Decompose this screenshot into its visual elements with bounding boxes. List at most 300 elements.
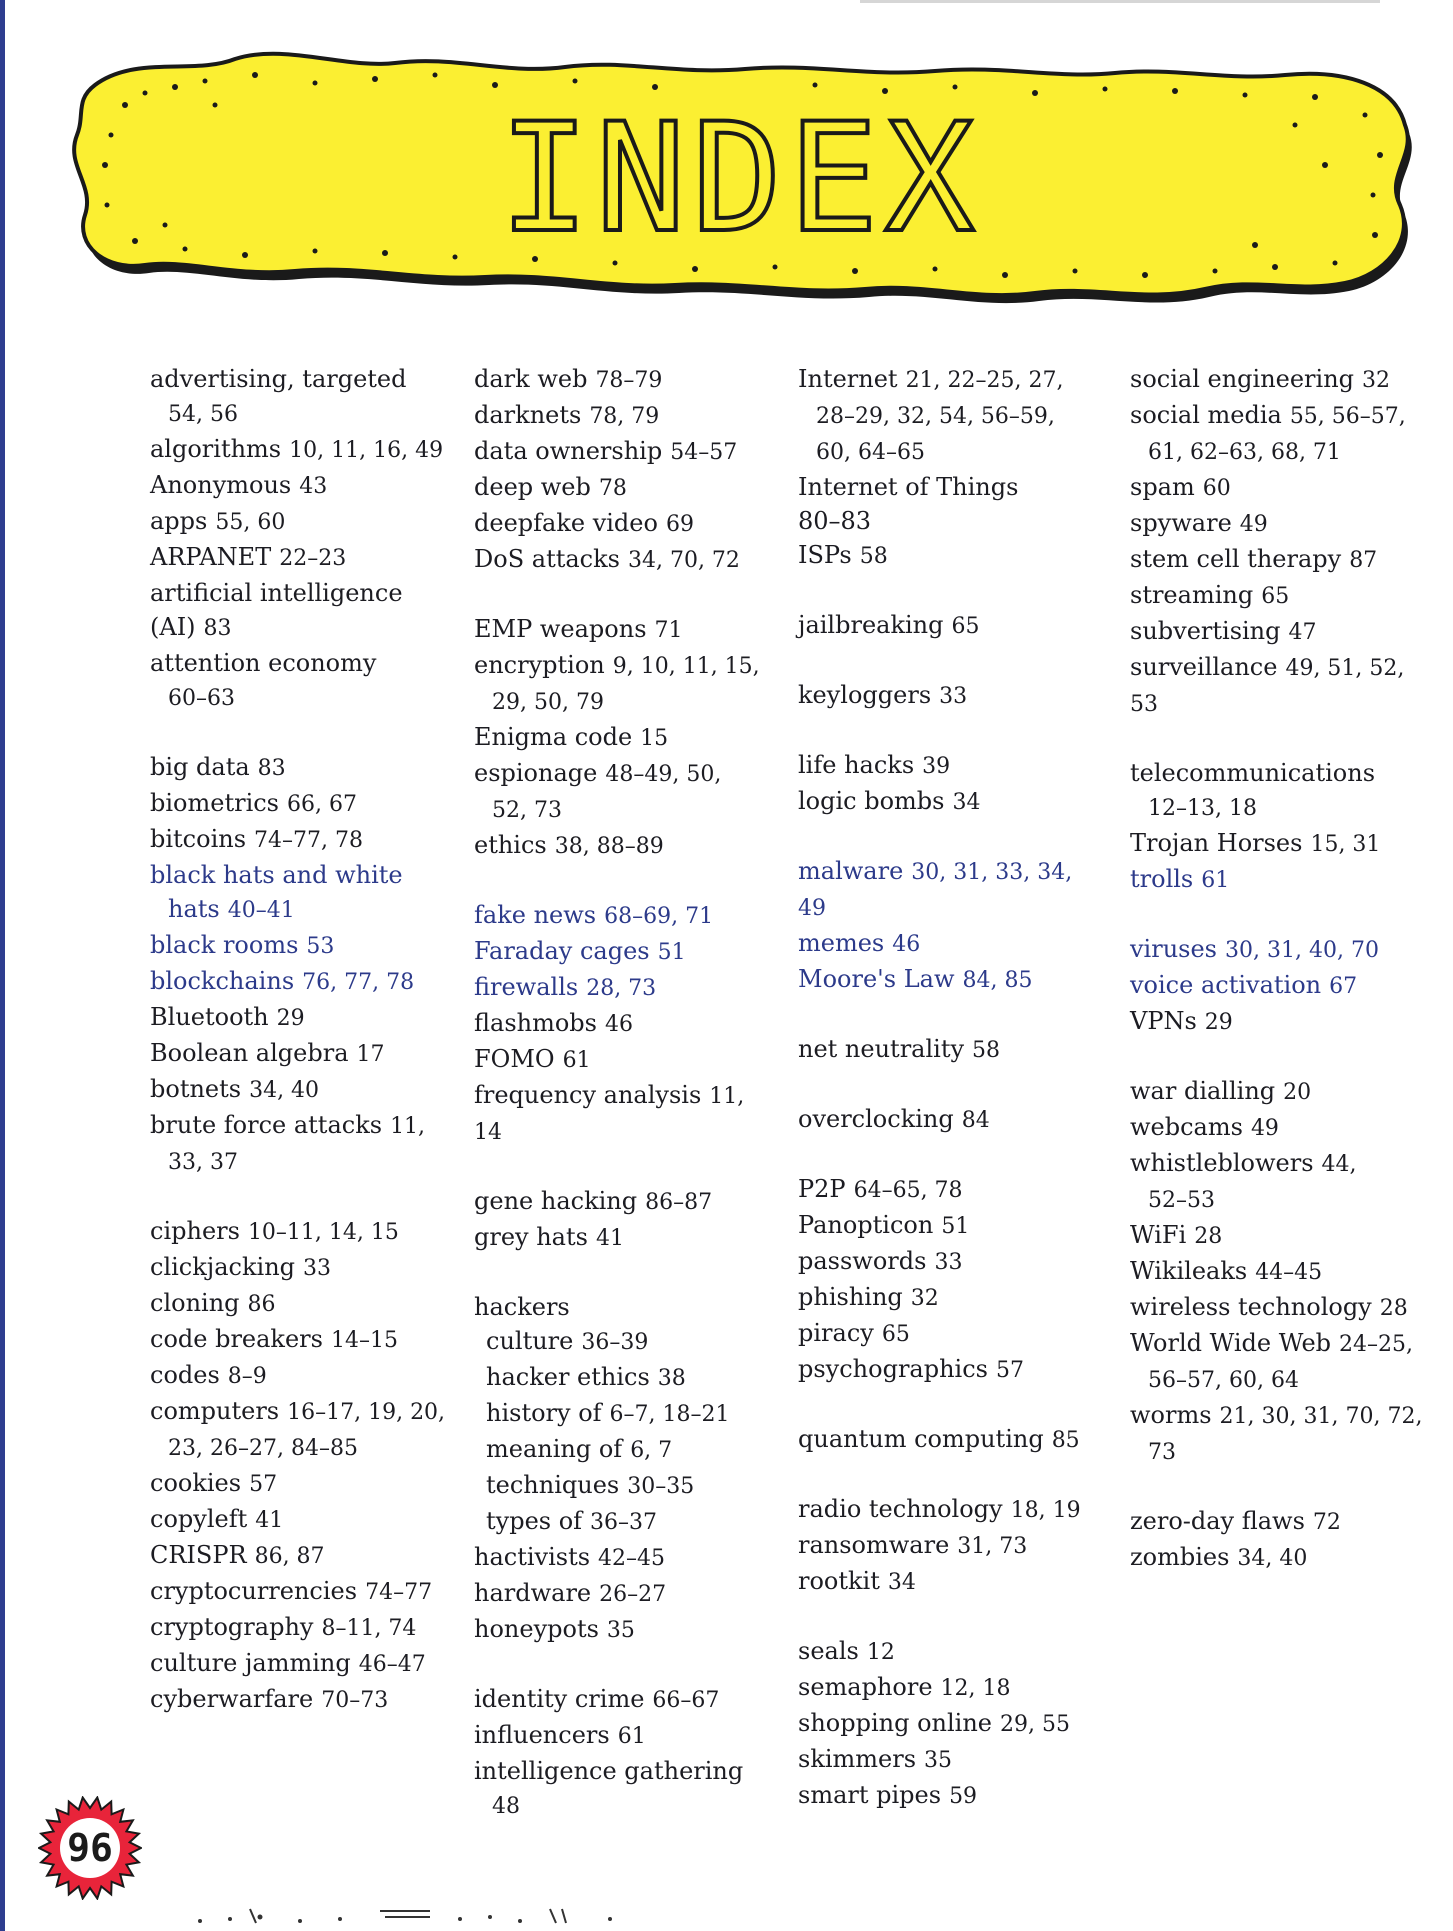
index-page-numbers: 21, 30, 31, 70, 72, [1219, 1404, 1423, 1429]
index-entry [150, 786, 450, 822]
index-entry [474, 362, 774, 398]
index-entry-continuation [150, 892, 450, 928]
index-page-numbers: 76, 77, 78 [302, 970, 415, 995]
index-page-numbers: 78 [598, 476, 627, 501]
index-page-numbers: 34 [887, 1570, 916, 1595]
index-page-numbers: 86–87 [645, 1190, 713, 1215]
index-term: cloning [150, 1289, 240, 1317]
index-term: CRISPR [150, 1541, 247, 1569]
index-term: surveillance [1130, 653, 1278, 681]
index-entry-continuation [150, 680, 450, 716]
index-entry [474, 1220, 774, 1256]
index-term: passwords [798, 1247, 927, 1275]
index-entry [474, 542, 774, 578]
index-term: meaning of [486, 1435, 623, 1463]
index-page-numbers: 61 [617, 1724, 646, 1749]
index-entry [474, 1718, 774, 1754]
index-entry [150, 1646, 450, 1682]
index-entry-continuation [150, 396, 450, 432]
index-term: memes [798, 929, 885, 957]
index-term: DoS attacks [474, 545, 620, 573]
index-page-numbers: 86, 87 [254, 1544, 325, 1569]
index-page-numbers: 16–17, 19, 20, [287, 1400, 446, 1425]
index-term: culture jamming [150, 1649, 351, 1677]
index-term: worms [1130, 1401, 1212, 1429]
index-page-numbers: 51 [657, 940, 686, 965]
index-page-numbers: 74–77 [365, 1580, 433, 1605]
index-page-numbers: 46 [604, 1012, 633, 1037]
index-term: World Wide Web [1130, 1329, 1332, 1357]
index-page-numbers: 33, 37 [168, 1150, 238, 1175]
index-term: zombies [1130, 1543, 1230, 1571]
index-term: viruses [1130, 935, 1217, 963]
index-page-numbers: 47 [1288, 620, 1317, 645]
index-term: Internet of Things [798, 473, 1019, 501]
index-page-numbers: 34, 40 [249, 1078, 320, 1103]
index-entry [150, 822, 450, 858]
index-entry [150, 1466, 450, 1502]
index-term: stem cell therapy [1130, 545, 1342, 573]
index-entry [474, 1432, 774, 1468]
index-term: hacker ethics [486, 1363, 650, 1391]
index-page-numbers: 32 [910, 1286, 939, 1311]
index-entry [798, 1670, 1098, 1706]
index-page-numbers: 28, 73 [586, 976, 657, 1001]
index-term: big data [150, 753, 250, 781]
index-entry [474, 1360, 774, 1396]
index-entry [798, 1564, 1098, 1600]
index-entry [150, 1250, 450, 1286]
index-entry [474, 970, 774, 1006]
index-page-numbers: 31, 73 [957, 1534, 1028, 1559]
index-entry [798, 784, 1098, 820]
index-term: intelligence gathering [474, 1757, 744, 1785]
index-page-numbers: 83 [257, 756, 286, 781]
index-page-numbers: 87 [1349, 548, 1378, 573]
title-banner [55, 45, 1425, 315]
index-entry [474, 898, 774, 934]
index-entry [474, 648, 774, 684]
index-page-numbers: 78, 79 [589, 404, 660, 429]
index-entry [150, 858, 450, 892]
index-entry [150, 576, 450, 610]
index-page-numbers: 12–13, 18 [1148, 796, 1257, 821]
index-entry [1130, 1004, 1430, 1040]
index-entry [798, 1172, 1098, 1208]
index-term: (AI) [150, 613, 196, 641]
index-entry [150, 1394, 450, 1430]
index-page-numbers: 6–7, 18–21 [609, 1402, 730, 1427]
index-page-numbers: 12, 18 [940, 1676, 1011, 1701]
index-page-numbers: 9, 10, 11, 15, [612, 654, 760, 679]
index-entry [474, 470, 774, 506]
index-term: jailbreaking [798, 611, 944, 639]
index-term: smart pipes [798, 1781, 942, 1809]
index-page-numbers: 35 [924, 1748, 953, 1773]
index-page-numbers: 15 [640, 726, 669, 751]
index-page-numbers: 33 [934, 1250, 963, 1275]
index-term: Boolean algebra [150, 1039, 349, 1067]
index-entry [798, 1528, 1098, 1564]
index-entry [150, 964, 450, 1000]
index-page-numbers: 49, 51, 52, 53 [1130, 656, 1405, 717]
index-page-numbers: 20 [1283, 1080, 1312, 1105]
index-page-numbers: 43 [299, 474, 328, 499]
index-page-numbers: 86 [247, 1292, 276, 1317]
index-term: types of [486, 1507, 583, 1535]
index-page-numbers: 29, 55 [1000, 1712, 1070, 1737]
index-entry [798, 1032, 1098, 1068]
index-term: hats [168, 895, 220, 923]
index-page-numbers: 22–23 [279, 546, 347, 571]
index-entry [798, 470, 1098, 504]
index-entry [150, 504, 450, 540]
index-entry [1130, 470, 1430, 506]
index-entry [474, 1006, 774, 1042]
index-entry [474, 828, 774, 864]
index-page-numbers: 55, 60 [215, 510, 286, 535]
index-term: advertising, targeted [150, 365, 407, 393]
index-entry [150, 1502, 450, 1538]
index-page-numbers: 29 [276, 1006, 305, 1031]
index-page-numbers: 44–45 [1255, 1260, 1323, 1285]
page-edge-bar [0, 0, 5, 1931]
index-term: fake news [474, 901, 597, 929]
index-term: clickjacking [150, 1253, 296, 1281]
index-entry-continuation [1130, 1434, 1430, 1470]
index-page-numbers: 32 [1362, 368, 1391, 393]
index-page-numbers: 61 [562, 1048, 591, 1073]
index-term: EMP weapons [474, 615, 647, 643]
index-term: computers [150, 1397, 280, 1425]
index-entry [1130, 826, 1430, 862]
index-entry-continuation [1130, 1362, 1430, 1398]
index-entry [150, 1358, 450, 1394]
index-entry [474, 1754, 774, 1788]
index-page-numbers: 65 [951, 614, 980, 639]
index-term: rootkit [798, 1567, 880, 1595]
index-page-numbers: 83 [203, 616, 232, 641]
index-page-numbers: 74–77, 78 [254, 828, 363, 853]
index-page-numbers: 12 [866, 1640, 895, 1665]
index-entry-continuation [1130, 434, 1430, 470]
index-entry [1130, 862, 1430, 898]
index-term: ethics [474, 831, 547, 859]
index-term: overclocking [798, 1105, 954, 1133]
index-page-numbers: 52, 73 [492, 798, 562, 823]
index-term: code breakers [150, 1325, 323, 1353]
index-page-numbers: 61 [1201, 868, 1230, 893]
index-page-numbers: 68–69, 71 [604, 904, 714, 929]
index-term: life hacks [798, 751, 915, 779]
index-entry [798, 538, 1098, 574]
index-column-4 [1130, 362, 1430, 1576]
index-entry [474, 1396, 774, 1432]
index-entry [150, 1322, 450, 1358]
index-page-numbers: 23, 26–27, 84–85 [168, 1436, 358, 1461]
index-term: wireless technology [1130, 1293, 1372, 1321]
index-term: voice activation [1130, 971, 1322, 999]
index-entry [150, 1682, 450, 1718]
index-page-numbers: 72 [1312, 1510, 1341, 1535]
index-entry-continuation [1130, 1182, 1430, 1218]
index-entry [474, 934, 774, 970]
index-entry [798, 1778, 1098, 1814]
index-term: quantum computing [798, 1425, 1044, 1453]
index-entry [798, 1352, 1098, 1388]
index-entry [798, 608, 1098, 644]
index-entry [474, 434, 774, 470]
top-rule [860, 0, 1380, 3]
index-entry-continuation [474, 684, 774, 720]
index-page-numbers: 58 [972, 1038, 1001, 1063]
index-page-numbers: 8–9 [227, 1364, 267, 1389]
index-entry [150, 432, 450, 468]
index-entry [150, 1286, 450, 1322]
index-page-numbers: 30–35 [627, 1474, 695, 1499]
index-entry [798, 1706, 1098, 1742]
index-page-numbers: 21, 22–25, 27, [905, 368, 1064, 393]
index-term: shopping online [798, 1709, 992, 1737]
index-term: cryptocurrencies [150, 1577, 358, 1605]
index-column-1 [150, 362, 450, 1718]
index-entry [474, 1324, 774, 1360]
index-page-numbers: 18, 19 [1010, 1498, 1081, 1523]
index-entry [1130, 1290, 1430, 1326]
index-entry [150, 1538, 450, 1574]
index-page-numbers: 39 [922, 754, 951, 779]
index-page-numbers: 8–11, 74 [321, 1616, 417, 1641]
index-page-numbers: 29, 50, 79 [492, 690, 604, 715]
index-term: firewalls [474, 973, 579, 1001]
index-term: bitcoins [150, 825, 247, 853]
index-page-numbers: 10–11, 14, 15 [247, 1220, 399, 1245]
index-term: artificial intelligence [150, 579, 403, 607]
index-entry [798, 1280, 1098, 1316]
index-entry [474, 1540, 774, 1576]
index-page-numbers: 61, 62–63, 68, 71 [1148, 440, 1341, 465]
index-page-numbers: 30, 31, 33, 34, 49 [798, 860, 1073, 921]
index-entry [798, 1208, 1098, 1244]
index-page-numbers: 51 [941, 1214, 970, 1239]
index-page-numbers: 46 [892, 932, 921, 957]
index-term: seals [798, 1637, 859, 1665]
index-term: skimmers [798, 1745, 917, 1773]
index-column-3 [798, 362, 1098, 1814]
index-term: logic bombs [798, 787, 945, 815]
index-entry [474, 1184, 774, 1220]
index-page-numbers: 59 [949, 1784, 978, 1809]
index-term: black rooms [150, 931, 299, 959]
index-page-numbers: 69 [665, 512, 694, 537]
index-term: FOMO [474, 1045, 555, 1073]
index-entry [798, 362, 1098, 398]
index-entry [1130, 1110, 1430, 1146]
index-entry [474, 1042, 774, 1078]
index-entry [474, 612, 774, 648]
index-entry [1130, 1540, 1430, 1576]
footer-doodle [190, 1905, 690, 1927]
index-term: Panopticon [798, 1211, 934, 1239]
index-page-numbers: 66–67 [652, 1688, 720, 1713]
index-term: Enigma code [474, 723, 633, 751]
index-entry-continuation [474, 792, 774, 828]
index-entry [474, 756, 774, 792]
index-page-numbers: 67 [1329, 974, 1358, 999]
index-term: Faraday cages [474, 937, 650, 965]
index-page-numbers: 57 [249, 1472, 278, 1497]
index-entry [798, 748, 1098, 784]
index-term: Wikileaks [1130, 1257, 1248, 1285]
index-entry [798, 1316, 1098, 1352]
index-term: ISPs [798, 541, 852, 569]
index-page-numbers: 28 [1379, 1296, 1408, 1321]
index-entry [150, 540, 450, 576]
index-entry [1130, 1326, 1430, 1362]
index-entry [150, 1108, 450, 1144]
index-entry [150, 1610, 450, 1646]
index-entry [1130, 756, 1430, 790]
index-term: darknets [474, 401, 582, 429]
index-page-numbers: 6, 7 [630, 1438, 673, 1463]
index-entry [474, 1612, 774, 1648]
index-entry [798, 854, 1098, 926]
index-term: whistleblowers [1130, 1149, 1314, 1177]
index-page-numbers: 60, 64–65 [816, 440, 925, 465]
index-entry [1130, 932, 1430, 968]
index-term: semaphore [798, 1673, 933, 1701]
index-term: radio technology [798, 1495, 1003, 1523]
index-entry [798, 1634, 1098, 1670]
index-entry [150, 928, 450, 964]
index-term: Bluetooth [150, 1003, 269, 1031]
index-term: social media [1130, 401, 1282, 429]
index-entry [474, 398, 774, 434]
index-page-numbers: 53 [306, 934, 335, 959]
index-entry [474, 1504, 774, 1540]
page-number: 96 [67, 1826, 113, 1870]
index-entry [1130, 362, 1430, 398]
index-term: botnets [150, 1075, 242, 1103]
index-term: ARPANET [150, 543, 272, 571]
index-entry [1130, 614, 1430, 650]
index-term: telecommunications [1130, 759, 1376, 787]
index-entry [474, 1290, 774, 1324]
index-page-numbers: 36–37 [590, 1510, 658, 1535]
index-page-numbers: 60 [1202, 476, 1231, 501]
index-entry [150, 1072, 450, 1108]
index-entry [150, 1000, 450, 1036]
index-term: hackers [474, 1293, 570, 1321]
index-entry [150, 610, 450, 646]
index-entry [474, 1682, 774, 1718]
index-entry [798, 678, 1098, 714]
index-term: gene hacking [474, 1187, 638, 1215]
index-term: Trojan Horses [1130, 829, 1303, 857]
index-term: zero-day flaws [1130, 1507, 1305, 1535]
index-page-numbers: 54, 56 [168, 402, 238, 427]
index-page-numbers: 84 [961, 1108, 990, 1133]
index-page-numbers: 48–49, 50, [605, 762, 722, 787]
index-page-numbers: 28–29, 32, 54, 56–59, [816, 404, 1055, 429]
index-term: VPNs [1130, 1007, 1197, 1035]
index-entry [1130, 968, 1430, 1004]
index-term: cyberwarfare [150, 1685, 314, 1713]
index-page-numbers: 26–27 [599, 1582, 667, 1607]
index-term: data ownership [474, 437, 663, 465]
index-page-numbers: 64–65, 78 [853, 1178, 963, 1203]
index-entry [1130, 578, 1430, 614]
index-entry [150, 362, 450, 396]
index-term: keyloggers [798, 681, 932, 709]
index-entry-continuation [798, 434, 1098, 470]
index-term: biometrics [150, 789, 279, 817]
index-page-numbers: 73 [1148, 1440, 1176, 1465]
index-term: blockchains [150, 967, 295, 995]
index-entry [474, 720, 774, 756]
index-page-numbers: 17 [356, 1042, 385, 1067]
page-title: INDEX [499, 92, 981, 266]
index-term: 80–83 [798, 507, 872, 535]
index-page-numbers: 36–39 [581, 1330, 649, 1355]
index-page-numbers: 14–15 [330, 1328, 398, 1353]
index-entry [474, 1468, 774, 1504]
index-page-numbers: 15, 31 [1310, 832, 1381, 857]
index-page-numbers: 33 [303, 1256, 332, 1281]
page-number-badge [38, 1796, 142, 1900]
index-entry [150, 1036, 450, 1072]
index-term: spam [1130, 473, 1195, 501]
index-page-numbers: 84, 85 [962, 968, 1033, 993]
index-entry [1130, 1146, 1430, 1182]
index-entry [1130, 1254, 1430, 1290]
index-page-numbers: 33 [939, 684, 968, 709]
index-term: history of [486, 1399, 602, 1427]
index-page-numbers: 71 [654, 618, 683, 643]
index-term: apps [150, 507, 208, 535]
index-term: war dialling [1130, 1077, 1276, 1105]
index-entry [150, 1214, 450, 1250]
index-term: brute force attacks [150, 1111, 383, 1139]
index-term: codes [150, 1361, 220, 1389]
index-term: dark web [474, 365, 588, 393]
index-term: copyleft [150, 1505, 248, 1533]
index-page-numbers: 10, 11, 16, 49 [289, 438, 444, 463]
index-page-numbers: 48 [492, 1794, 520, 1819]
index-entry [798, 504, 1098, 538]
index-entry [798, 926, 1098, 962]
index-entry [1130, 1398, 1430, 1434]
index-term: Moore's Law [798, 965, 955, 993]
index-term: Anonymous [150, 471, 292, 499]
index-term: phishing [798, 1283, 903, 1311]
index-term: trolls [1130, 865, 1194, 893]
index-term: piracy [798, 1319, 874, 1347]
index-entry-continuation [798, 398, 1098, 434]
index-term: deepfake video [474, 509, 658, 537]
index-page-numbers: 41 [255, 1508, 284, 1533]
index-term: cookies [150, 1469, 242, 1497]
index-entry [1130, 398, 1430, 434]
index-page-numbers: 85 [1051, 1428, 1080, 1453]
index-entry [1130, 1074, 1430, 1110]
index-page-numbers: 28 [1194, 1224, 1223, 1249]
index-entry [798, 1742, 1098, 1778]
index-entry [1130, 542, 1430, 578]
index-term: streaming [1130, 581, 1254, 609]
index-page-numbers: 49 [1239, 512, 1268, 537]
index-entry [1130, 506, 1430, 542]
